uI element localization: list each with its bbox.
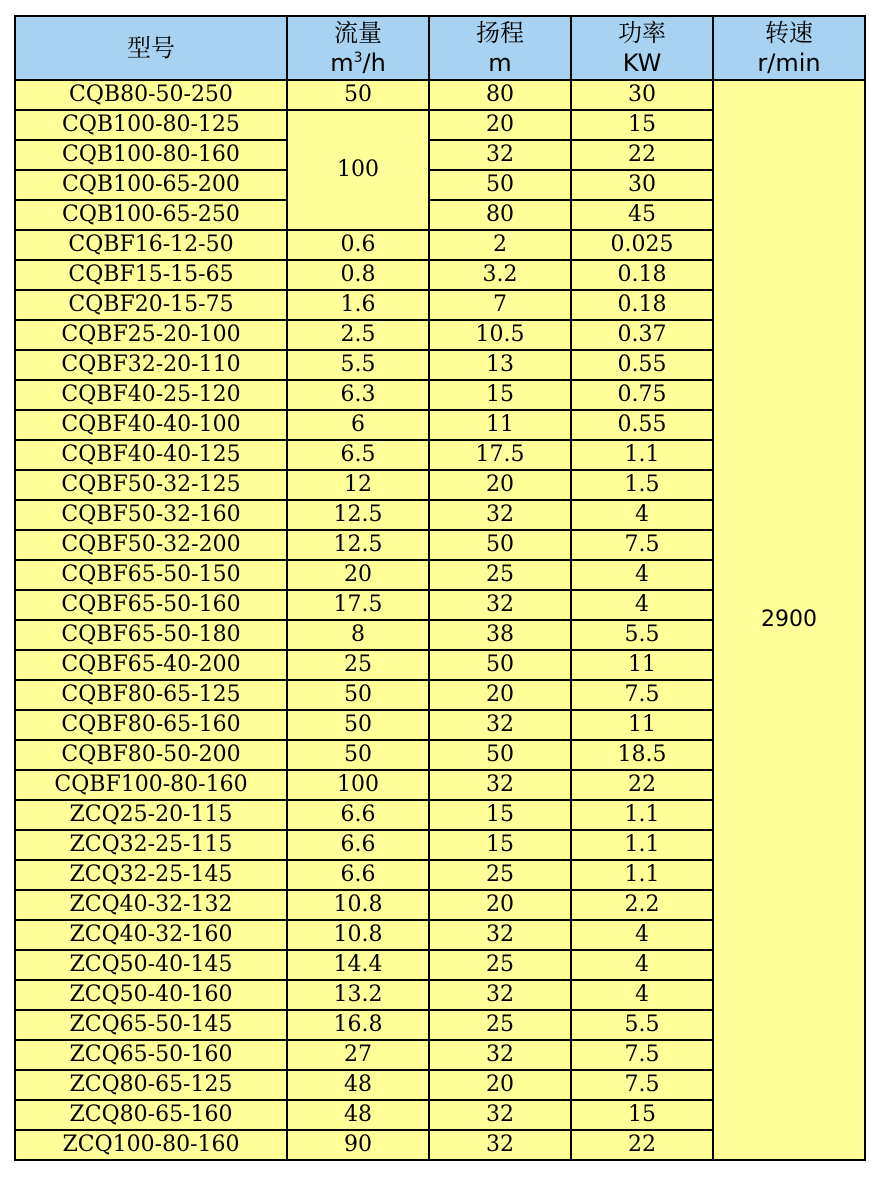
cell-model: ZCQ32-25-115 <box>15 830 287 860</box>
cell-power: 1.1 <box>571 800 713 830</box>
header-model-label: 型号 <box>127 34 175 62</box>
cell-model: CQBF16-12-50 <box>15 230 287 260</box>
cell-model: CQBF40-25-120 <box>15 380 287 410</box>
cell-flow-merged: 100 <box>287 110 429 230</box>
cell-power: 45 <box>571 200 713 230</box>
cell-head: 25 <box>429 860 571 890</box>
cell-head: 80 <box>429 200 571 230</box>
cell-model: ZCQ80-65-160 <box>15 1100 287 1130</box>
cell-model: CQBF80-65-160 <box>15 710 287 740</box>
cell-flow: 2.5 <box>287 320 429 350</box>
cell-flow: 13.2 <box>287 980 429 1010</box>
cell-flow: 6.5 <box>287 440 429 470</box>
cell-power: 0.37 <box>571 320 713 350</box>
cell-head: 15 <box>429 800 571 830</box>
cell-speed-merged: 2900 <box>713 80 865 1160</box>
cell-model: ZCQ80-65-125 <box>15 1070 287 1100</box>
cell-power: 0.18 <box>571 290 713 320</box>
header-head <box>429 16 571 80</box>
header-model <box>15 16 287 80</box>
cell-power: 0.18 <box>571 260 713 290</box>
cell-power: 1.1 <box>571 830 713 860</box>
cell-head: 32 <box>429 1100 571 1130</box>
cell-flow: 17.5 <box>287 590 429 620</box>
cell-head: 32 <box>429 1040 571 1070</box>
cell-model: CQB100-65-200 <box>15 170 287 200</box>
cell-model: CQBF65-40-200 <box>15 650 287 680</box>
header-flow-label: 流量 <box>334 19 382 47</box>
cell-flow: 6.6 <box>287 860 429 890</box>
cell-flow: 10.8 <box>287 920 429 950</box>
flow-unit-suffix: /h <box>362 49 386 77</box>
cell-flow: 90 <box>287 1130 429 1160</box>
cell-head: 80 <box>429 80 571 110</box>
cell-model: CQBF80-50-200 <box>15 740 287 770</box>
cell-power: 4 <box>571 560 713 590</box>
cell-head: 38 <box>429 620 571 650</box>
cell-power: 0.55 <box>571 350 713 380</box>
cell-head: 3.2 <box>429 260 571 290</box>
cell-power: 1.1 <box>571 440 713 470</box>
cell-flow: 50 <box>287 680 429 710</box>
cell-power: 4 <box>571 920 713 950</box>
cell-head: 20 <box>429 110 571 140</box>
cell-power: 4 <box>571 980 713 1010</box>
header-speed-unit: r/min <box>757 49 821 77</box>
cell-power: 0.55 <box>571 410 713 440</box>
cell-head: 20 <box>429 470 571 500</box>
cell-flow: 1.6 <box>287 290 429 320</box>
cell-power: 5.5 <box>571 1010 713 1040</box>
header-speed <box>713 16 865 80</box>
cell-head: 32 <box>429 140 571 170</box>
cell-power: 7.5 <box>571 1040 713 1070</box>
cell-flow: 48 <box>287 1100 429 1130</box>
cell-flow: 8 <box>287 620 429 650</box>
cell-model: CQBF50-32-200 <box>15 530 287 560</box>
cell-model: ZCQ25-20-115 <box>15 800 287 830</box>
table-row <box>15 80 865 110</box>
cell-flow: 12.5 <box>287 530 429 560</box>
cell-power: 1.5 <box>571 470 713 500</box>
cell-flow: 12 <box>287 470 429 500</box>
cell-flow: 0.6 <box>287 230 429 260</box>
cell-head: 10.5 <box>429 320 571 350</box>
cell-model: ZCQ65-50-160 <box>15 1040 287 1070</box>
cell-model: CQBF65-50-150 <box>15 560 287 590</box>
cell-head: 32 <box>429 1130 571 1160</box>
cell-power: 7.5 <box>571 680 713 710</box>
cell-head: 20 <box>429 890 571 920</box>
header-head-label: 扬程 <box>476 19 524 47</box>
cell-flow: 6 <box>287 410 429 440</box>
cell-head: 15 <box>429 380 571 410</box>
cell-head: 32 <box>429 590 571 620</box>
cell-model: CQBF40-40-100 <box>15 410 287 440</box>
cell-head: 11 <box>429 410 571 440</box>
cell-model: CQBF50-32-160 <box>15 500 287 530</box>
cell-power: 15 <box>571 110 713 140</box>
header-flow <box>287 16 429 80</box>
header-power-label: 功率 <box>618 19 666 47</box>
cell-power: 4 <box>571 500 713 530</box>
cell-model: ZCQ40-32-160 <box>15 920 287 950</box>
cell-flow: 20 <box>287 560 429 590</box>
cell-model: ZCQ50-40-160 <box>15 980 287 1010</box>
cell-power: 30 <box>571 80 713 110</box>
cell-head: 2 <box>429 230 571 260</box>
header-power <box>571 16 713 80</box>
header-flow-unit <box>288 48 428 78</box>
cell-flow: 5.5 <box>287 350 429 380</box>
cell-head: 20 <box>429 1070 571 1100</box>
cell-head: 25 <box>429 560 571 590</box>
cell-power: 22 <box>571 1130 713 1160</box>
cell-head: 25 <box>429 1010 571 1040</box>
cell-model: CQB100-80-160 <box>15 140 287 170</box>
flow-unit-prefix: m <box>330 49 354 77</box>
cell-model: CQBF25-20-100 <box>15 320 287 350</box>
cell-head: 32 <box>429 500 571 530</box>
cell-flow: 27 <box>287 1040 429 1070</box>
cell-head: 20 <box>429 680 571 710</box>
pump-spec-table <box>14 15 866 1161</box>
cell-model: CQBF40-40-125 <box>15 440 287 470</box>
cell-power: 4 <box>571 950 713 980</box>
cell-flow: 100 <box>287 770 429 800</box>
cell-model: CQBF65-50-160 <box>15 590 287 620</box>
cell-flow: 50 <box>287 710 429 740</box>
cell-head: 32 <box>429 710 571 740</box>
cell-model: ZCQ65-50-145 <box>15 1010 287 1040</box>
cell-power: 22 <box>571 770 713 800</box>
cell-flow: 6.6 <box>287 830 429 860</box>
cell-flow: 50 <box>287 80 429 110</box>
cell-power: 11 <box>571 710 713 740</box>
cell-flow: 12.5 <box>287 500 429 530</box>
cell-flow: 50 <box>287 740 429 770</box>
cell-head: 25 <box>429 950 571 980</box>
cell-model: CQBF32-20-110 <box>15 350 287 380</box>
cell-flow: 25 <box>287 650 429 680</box>
cell-head: 50 <box>429 530 571 560</box>
cell-head: 32 <box>429 980 571 1010</box>
cell-model: CQB100-65-250 <box>15 200 287 230</box>
cell-power: 7.5 <box>571 530 713 560</box>
cell-head: 7 <box>429 290 571 320</box>
cell-head: 50 <box>429 650 571 680</box>
cell-model: CQB100-80-125 <box>15 110 287 140</box>
cell-model: CQBF100-80-160 <box>15 770 287 800</box>
header-row <box>15 16 865 80</box>
cell-model: ZCQ40-32-132 <box>15 890 287 920</box>
cell-power: 15 <box>571 1100 713 1130</box>
cell-power: 30 <box>571 170 713 200</box>
cell-model: CQB80-50-250 <box>15 80 287 110</box>
cell-power: 7.5 <box>571 1070 713 1100</box>
cell-model: ZCQ100-80-160 <box>15 1130 287 1160</box>
cell-head: 50 <box>429 740 571 770</box>
header-head-unit: m <box>488 49 512 77</box>
cell-power: 5.5 <box>571 620 713 650</box>
cell-model: ZCQ50-40-145 <box>15 950 287 980</box>
cell-model: CQBF50-32-125 <box>15 470 287 500</box>
cell-model: CQBF80-65-125 <box>15 680 287 710</box>
cell-flow: 0.8 <box>287 260 429 290</box>
cell-flow: 14.4 <box>287 950 429 980</box>
cell-head: 32 <box>429 770 571 800</box>
cell-power: 18.5 <box>571 740 713 770</box>
cell-flow: 10.8 <box>287 890 429 920</box>
flow-unit-sup: 3 <box>353 50 363 66</box>
cell-flow: 6.6 <box>287 800 429 830</box>
cell-head: 17.5 <box>429 440 571 470</box>
cell-power: 11 <box>571 650 713 680</box>
cell-head: 50 <box>429 170 571 200</box>
cell-flow: 48 <box>287 1070 429 1100</box>
cell-model: ZCQ32-25-145 <box>15 860 287 890</box>
header-power-unit: KW <box>622 49 662 77</box>
cell-power: 2.2 <box>571 890 713 920</box>
cell-power: 1.1 <box>571 860 713 890</box>
header-speed-label: 转速 <box>765 19 813 47</box>
cell-head: 15 <box>429 830 571 860</box>
cell-power: 0.75 <box>571 380 713 410</box>
cell-head: 13 <box>429 350 571 380</box>
cell-model: CQBF65-50-180 <box>15 620 287 650</box>
cell-model: CQBF20-15-75 <box>15 290 287 320</box>
cell-power: 0.025 <box>571 230 713 260</box>
cell-model: CQBF15-15-65 <box>15 260 287 290</box>
cell-head: 32 <box>429 920 571 950</box>
cell-power: 4 <box>571 590 713 620</box>
cell-flow: 6.3 <box>287 380 429 410</box>
cell-flow: 16.8 <box>287 1010 429 1040</box>
cell-power: 22 <box>571 140 713 170</box>
table-body <box>15 80 865 1160</box>
